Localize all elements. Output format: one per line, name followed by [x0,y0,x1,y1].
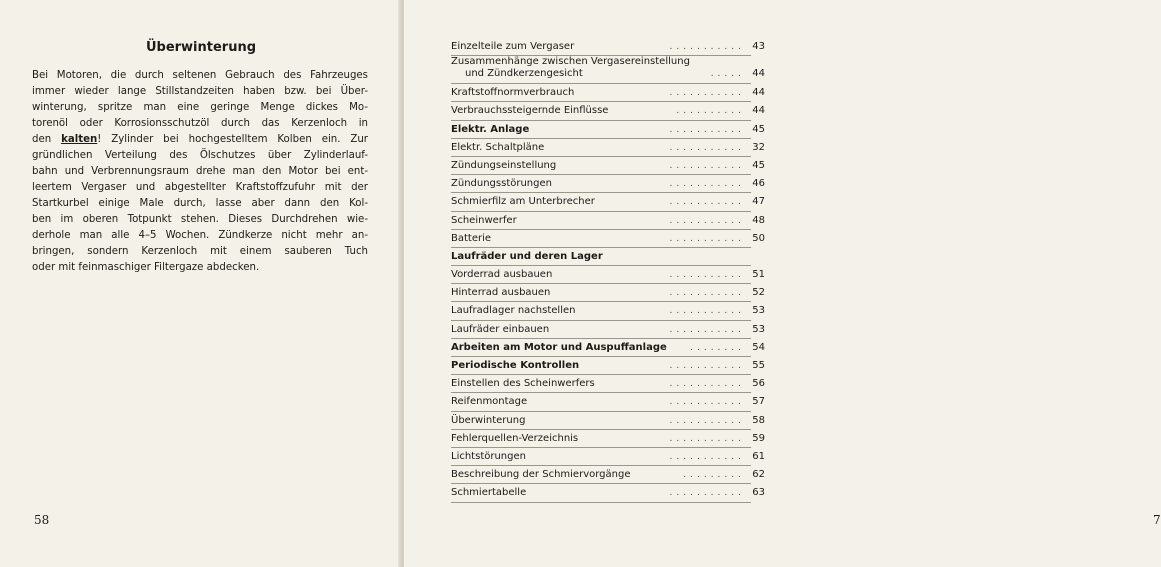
leader-dots: ........... [669,124,745,135]
body-line [32,228,368,244]
toc-page-number: 50 [752,232,765,244]
toc-entry [451,466,765,484]
body-line [32,196,368,212]
body-line [32,84,368,100]
leader-dots: ........... [669,160,745,171]
emphasized-word: kalten [61,134,98,145]
row-divider [451,502,751,503]
toc-entry-label: Laufräder einbauen [451,323,550,335]
body-line-text: bringen, sondern Kerzenloch mit einem sauberen Tuch [32,246,368,257]
toc-entry [451,157,765,175]
toc-entry [451,175,765,193]
toc-entry [451,284,765,302]
table-of-contents [451,38,765,503]
toc-page-number: 53 [752,305,765,317]
body-line [32,164,368,180]
toc-entry-label: Elektr. Anlage [451,123,530,135]
body-line [32,212,368,228]
leader-dots: ........... [669,197,745,208]
toc-page-number: 45 [752,123,765,135]
toc-page-number: 61 [752,450,765,462]
toc-entry-label: Reifenmontage [451,396,528,408]
toc-page-number: 43 [752,41,765,52]
toc-page-number: 54 [752,341,765,353]
toc-entry [451,357,765,375]
leader-dots: ........... [669,379,745,390]
leader-dots: ........... [669,306,745,317]
toc-entry [451,339,765,357]
toc-entry-label-line: und Zündkerzengesicht [465,68,583,80]
toc-page-number: 57 [752,396,765,408]
toc-page-number: 44 [752,68,765,80]
leader-dots: ........... [669,142,745,153]
toc-entry-label: Laufräder und deren Lager [451,250,603,262]
leader-dots: ......... [683,470,745,481]
toc-entry-label: Scheinwerfer [451,214,517,226]
leader-dots: ........... [669,488,745,499]
toc-page-number: 55 [752,360,765,371]
toc-entry-label: Laufradlager nachstellen [451,305,576,317]
toc-entry-label: Einzelteile zum Vergaser [451,41,575,52]
leader-dots: ........... [669,324,745,335]
leader-dots: ........... [669,361,745,371]
toc-entry [451,121,765,139]
toc-entry-label: Zündungsstörungen [451,178,552,190]
leader-dots: ........ [690,342,745,353]
body-line-text: winterung, spritze man eine geringe Menge dickes Mo- [32,102,368,113]
body-paragraph [32,68,368,276]
toc-entry-label: Schmierfilz am Unterbrecher [451,196,595,208]
page-number-right: 7 [1153,513,1161,527]
leader-dots: ........... [669,42,745,52]
toc-page-number: 47 [752,196,765,208]
body-line [32,132,368,148]
toc-entry [451,484,765,502]
toc-entry [451,84,765,102]
body-line [32,180,368,196]
leader-dots: ........... [669,288,745,299]
toc-entry-label: Kraftstoffnormverbrauch [451,87,575,99]
leader-dots: ........... [669,179,745,190]
toc-entry-label: Beschreibung der Schmiervorgänge [451,469,631,481]
toc-entry [451,139,765,157]
leader-dots: ........... [669,233,745,244]
toc-page-number: 52 [752,287,765,299]
toc-page-number: 32 [752,141,765,153]
body-line [32,148,368,164]
toc-entry [451,321,765,339]
leader-dots: ........... [669,397,745,408]
toc-page-number: 44 [752,87,765,99]
toc-entry [451,212,765,230]
body-line-text: derhole man alle 4–5 Wochen. Zündkerze nicht mehr an- [32,230,368,241]
toc-page-number: 48 [752,214,765,226]
toc-entry-label: Zündungseinstellung [451,159,557,171]
body-line-text: den [32,134,62,145]
leader-dots: ........... [669,451,745,462]
left-page [0,0,402,567]
toc-entry [451,248,765,266]
body-line [32,68,368,84]
leader-dots: ........... [669,415,745,426]
leader-dots: ........... [669,215,745,226]
toc-page-number: 46 [752,178,765,190]
toc-entry [451,266,765,284]
toc-page-number: 63 [752,487,765,499]
body-line [32,116,368,132]
leader-dots: ........... [669,433,745,444]
toc-entry-label: Hinterrad ausbauen [451,287,551,299]
toc-entry [451,102,765,120]
toc-entry [451,448,765,466]
toc-entry [451,375,765,393]
body-line [32,100,368,116]
leader-dots: .......... [676,106,745,117]
body-line-text: Bei Motoren, die durch seltenen Gebrauch des Fahrzeuges [32,70,368,81]
body-line-text: immer wieder lange Stillstandzeiten haben bzw. bei Über- [32,86,368,97]
body-line [32,260,368,276]
body-line-text: oder mit feinmaschiger Filtergaze abdecken. [32,262,260,273]
toc-entry-label [451,56,690,80]
body-line-text: torenöl oder Korrosionsschutzöl durch das Kerzenloch in [32,118,368,129]
toc-entry-label: Fehlerquellen-Verzeichnis [451,432,579,444]
body-line [32,244,368,260]
toc-page-number: 51 [752,269,765,281]
body-line-text: ben im oberen Totpunkt stehen. Dieses Durchdrehen wie- [32,214,368,225]
page-number-left: 58 [34,513,50,527]
toc-entry [451,393,765,411]
toc-page-number: 56 [752,378,765,390]
toc-page-number: 62 [752,469,765,481]
toc-page-number: 58 [752,414,765,426]
body-line-text: Startkurbel einige Male durch, lasse aber dann den Kol- [32,198,368,209]
page-title: Überwinterung [145,40,257,55]
toc-entry [451,38,765,56]
toc-entry [451,412,765,430]
toc-entry-label: Verbrauchssteigernde Einflüsse [451,105,609,117]
body-line-text: leertem Vergaser und abgestellter Kraftstoffzufuhr mit der [32,182,368,193]
leader-dots: ..... [710,69,745,80]
toc-page-number: 44 [752,105,765,117]
body-line-text: ! Zylinder bei hochgestelltem Kolben ein. Zur [97,134,368,145]
toc-entry-label: Schmiertabelle [451,487,527,499]
toc-entry [451,230,765,248]
toc-entry [451,430,765,448]
toc-page-number: 59 [752,432,765,444]
toc-page-number: 53 [752,323,765,335]
body-line-text: gründlichen Verteilung des Ölschutzes über Zylinderlauf- [32,150,368,161]
body-line-text: bahn und Verbrennungsraum drehe man den Motor bei ent- [32,166,368,177]
toc-page-number: 45 [752,159,765,171]
toc-entry-label: Lichtstörungen [451,450,526,462]
leader-dots: ........... [669,88,745,99]
toc-entry-label: Periodische Kontrollen [451,360,580,371]
toc-entry-label: Einstellen des Scheinwerfers [451,378,595,390]
toc-entry-label: Batterie [451,232,492,244]
toc-entry-label-line: Zusammenhänge zwischen Vergasereinstellung [451,56,690,68]
toc-entry-label: Arbeiten am Motor und Auspuffanlage [451,341,667,353]
toc-entry [451,193,765,211]
toc-entry-label: Überwinterung [451,414,526,426]
leader-dots: ........... [669,270,745,281]
toc-entry-label: Elektr. Schaltpläne [451,141,545,153]
toc-entry [451,56,765,84]
toc-entry [451,302,765,320]
toc-entry-label: Vorderrad ausbauen [451,269,553,281]
